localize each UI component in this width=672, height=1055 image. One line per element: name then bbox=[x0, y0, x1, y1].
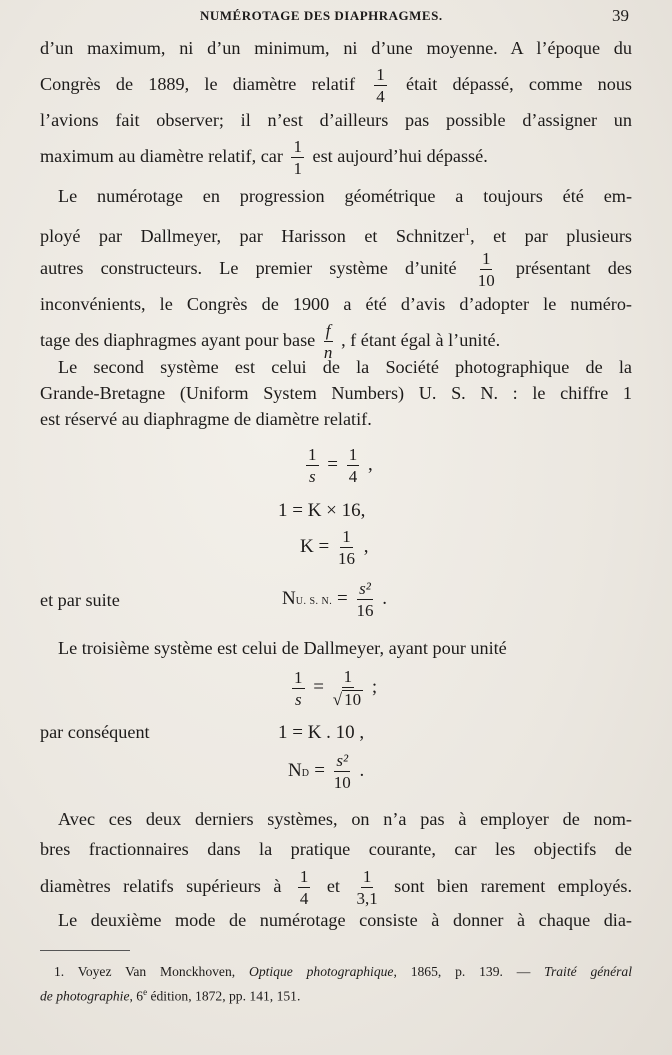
label-par-consequent: par conséquent bbox=[40, 722, 150, 742]
text-span: , 1865, p. 139. — bbox=[393, 964, 531, 979]
text-span: maximum au diamètre relatif, car bbox=[40, 146, 283, 166]
page-header bbox=[0, 6, 672, 28]
fraction-one-over-sqrt10: $\frac{1}{√ 10}$ bbox=[332, 667, 362, 709]
text-line: Le deuxième mode de numérotage consiste à donner à chaque dia- bbox=[58, 910, 632, 930]
text-span: Congrès de 1889, le diamètre relatif bbox=[40, 74, 356, 94]
punctuation: . bbox=[359, 759, 365, 781]
text-line bbox=[40, 249, 632, 291]
fraction-one-over-s: $\frac{1}{s}$ bbox=[294, 667, 303, 709]
text-span: , 6 bbox=[129, 988, 144, 1004]
radical-sign: √ bbox=[332, 690, 343, 709]
text-line: l’avions fait observer; il n’est d’ailleurs pas possible d’assigner un bbox=[40, 110, 632, 130]
equation-3 bbox=[300, 528, 368, 567]
equation-6: 1 = K . 10 , bbox=[278, 722, 365, 743]
equals-sign: = bbox=[327, 453, 338, 475]
text-line bbox=[40, 321, 632, 363]
fraction-one-sixteenth: $\frac{1}{16}$ bbox=[337, 527, 355, 568]
paragraph-5 bbox=[40, 804, 632, 908]
text-span: était dépassé, comme nous bbox=[406, 74, 632, 94]
text-span: est aujourd’hui dépassé. bbox=[312, 146, 488, 166]
footnote-line bbox=[40, 982, 632, 1007]
fraction-f-over-n: $\frac{f}{n}$ bbox=[323, 321, 333, 363]
text-span: , et par plusieurs bbox=[470, 226, 632, 247]
radicand: 10 bbox=[344, 690, 362, 709]
text-line: Grande-Bretagne (Uniform System Numbers) U. S. N. : le chiffre 1 bbox=[40, 383, 632, 403]
footnote-marker: 1 bbox=[464, 226, 471, 238]
superscript: e bbox=[143, 987, 148, 997]
punctuation: ; bbox=[371, 676, 378, 698]
equals-sign: = bbox=[337, 587, 348, 609]
text-line: Avec ces deux derniers systèmes, on n’a pas à employer de nom- bbox=[58, 809, 632, 829]
text-line: bres fractionnaires dans la pratique courante, car les objectifs de bbox=[40, 839, 632, 859]
paragraph-3 bbox=[40, 354, 632, 432]
fraction-s2-over-10: $\frac{\text{s²}}{10}$ bbox=[333, 751, 351, 792]
equation-4 bbox=[282, 580, 387, 619]
running-head: NUMÉROTAGE DES DIAPHRAGMES. bbox=[200, 8, 443, 23]
text-span: autres constructeurs. Le premier système d’unité bbox=[40, 258, 457, 278]
text-line bbox=[40, 65, 632, 107]
text-line bbox=[40, 214, 632, 250]
text-span: présentant des bbox=[515, 258, 632, 278]
page-number: 39 bbox=[612, 6, 629, 25]
fraction-one-quarter: $\frac{1}{4}$ bbox=[376, 65, 385, 107]
punctuation: , bbox=[363, 535, 369, 557]
text-line: est réservé au diaphragme de diamètre relatif. bbox=[40, 409, 372, 429]
subscript: U. S. N. bbox=[295, 595, 333, 607]
equation-lhs: N bbox=[282, 587, 296, 609]
equals-sign: = bbox=[313, 676, 324, 698]
text-span: tage des diaphragmes ayant pour base bbox=[40, 330, 316, 350]
paragraph-4 bbox=[40, 630, 632, 666]
punctuation: . bbox=[382, 587, 387, 609]
text-line: inconvénients, le Congrès de 1900 a été d’avis d’adopter le numéro- bbox=[40, 294, 632, 314]
fraction-one-over-one: $\frac{1}{1}$ bbox=[293, 137, 302, 179]
equation-1 bbox=[302, 446, 373, 485]
text-line: d’un maximum, ni d’un minimum, ni d’une moyenne. A l’époque du bbox=[40, 38, 632, 58]
label-et-par-suite: et par suite bbox=[40, 590, 120, 610]
equation-lhs: N bbox=[288, 759, 302, 781]
text-line: Le numérotage en progression géométrique a toujours été em- bbox=[58, 186, 632, 206]
text-span: 1. Voyez Van Monckhoven, bbox=[54, 964, 236, 979]
text-line: Le second système est celui de la Société photographique de la bbox=[58, 357, 632, 377]
text-span: , f étant égal à l’unité. bbox=[341, 330, 501, 350]
fraction-one-over-3-1: $\frac{1}{3,1}$ bbox=[356, 867, 378, 909]
paragraph-2 bbox=[40, 178, 632, 363]
book-title: de photographie bbox=[40, 988, 130, 1004]
text-span: ployé par Dallmeyer, par Harisson et Schnitzer bbox=[40, 226, 465, 247]
punctuation: , bbox=[367, 453, 373, 475]
paragraph-6 bbox=[40, 902, 632, 938]
footnote bbox=[40, 962, 632, 1007]
text-span: sont bien rarement employés. bbox=[394, 876, 633, 896]
fraction-s2-over-16: $\frac{\text{s²}}{16}$ bbox=[356, 579, 374, 620]
fraction-one-quarter: $\frac{1}{4}$ bbox=[348, 445, 358, 486]
fraction-one-quarter: $\frac{1}{4}$ bbox=[299, 867, 309, 909]
text-span: et bbox=[326, 876, 340, 896]
equation-2: 1 = K × 16, bbox=[278, 500, 366, 521]
equation-5 bbox=[288, 668, 377, 708]
fraction-one-over-s: $\frac{1}{s}$ bbox=[308, 445, 317, 486]
paragraph-1 bbox=[40, 30, 632, 179]
text-line bbox=[40, 137, 632, 179]
equals-sign: = bbox=[314, 759, 325, 781]
text-line: Le troisième système est celui de Dallmeyer, ayant pour unité bbox=[58, 638, 507, 658]
equation-lhs: K = bbox=[300, 535, 330, 557]
equation-7 bbox=[288, 752, 364, 791]
subscript: D bbox=[301, 767, 310, 779]
text-span: diamètres relatifs supérieurs à bbox=[40, 876, 282, 896]
book-title: Traité général bbox=[544, 964, 632, 979]
text-span: édition, 1872, pp. 141, 151. bbox=[147, 988, 301, 1004]
footnote-line bbox=[40, 962, 632, 982]
footnote-rule bbox=[40, 950, 130, 951]
fraction-one-tenth: $\frac{1}{10}$ bbox=[477, 249, 495, 291]
book-title: Optique photographique bbox=[249, 964, 394, 979]
